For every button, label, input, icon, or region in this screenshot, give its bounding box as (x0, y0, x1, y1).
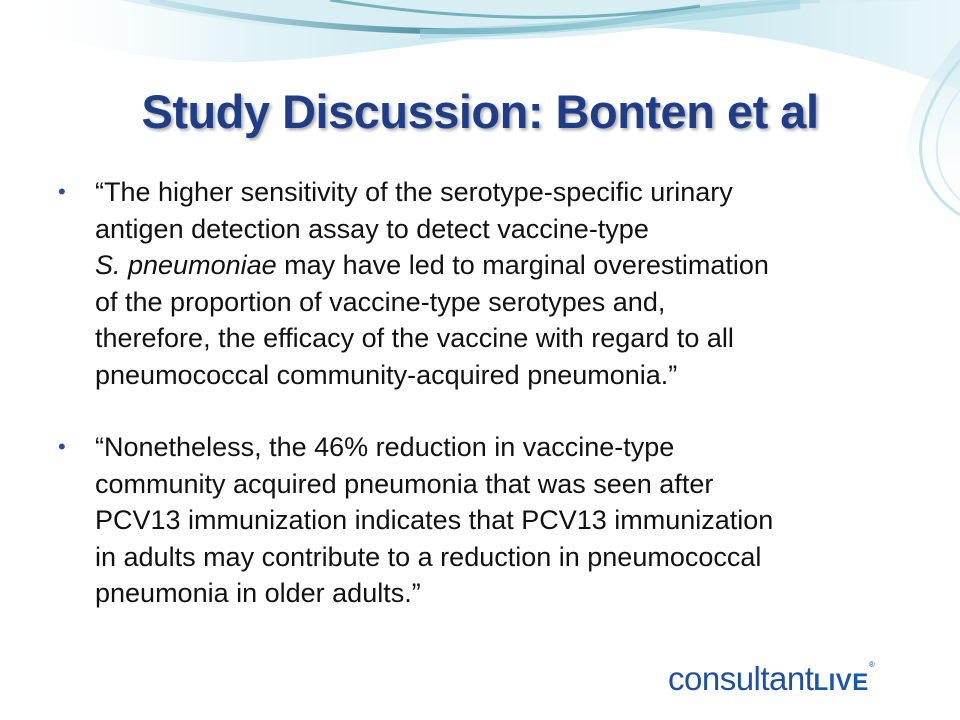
consultantlive-logo (668, 660, 874, 698)
bullet-item-1 (52, 174, 912, 393)
logo-text-live: LIVE (813, 669, 869, 696)
quote-line: antigen detection assay to detect vaccine-type (95, 213, 649, 244)
quote-line: PCV13 immunization indicates that PCV13 immunization (95, 505, 774, 535)
quote-line: therefore, the efficacy of the vaccine with regard to all (95, 323, 734, 353)
registered-mark: ® (868, 660, 875, 669)
quote-line: pneumonia in older adults.” (95, 578, 421, 608)
quote-line: “The higher sensitivity of the serotype-specific urinary (95, 177, 733, 207)
bullet-item-2 (52, 429, 912, 612)
quote-line: of the proportion of vaccine-type serotypes and, (95, 286, 666, 317)
bullet-dot-icon: • (58, 179, 66, 204)
species-name-italic: S. pneumoniae (95, 250, 277, 280)
logo-text-consultant: consultant (668, 660, 814, 697)
quote-line: in adults may contribute to a reduction in pneumococcal (95, 541, 762, 572)
quote-line: community acquired pneumonia that was seen after (95, 468, 714, 499)
quote-line-rest: may have led to marginal overestimation (276, 250, 769, 280)
bullet-list (52, 174, 912, 612)
quote-line: “Nonetheless, the 46% reduction in vaccine-type (95, 432, 675, 462)
slide-title: Study Discussion: Bonten et al (141, 85, 819, 138)
quote-line: pneumococcal community-acquired pneumonia.” (95, 359, 678, 390)
bullet-dot-icon: • (58, 434, 66, 459)
quote-line (95, 247, 912, 284)
